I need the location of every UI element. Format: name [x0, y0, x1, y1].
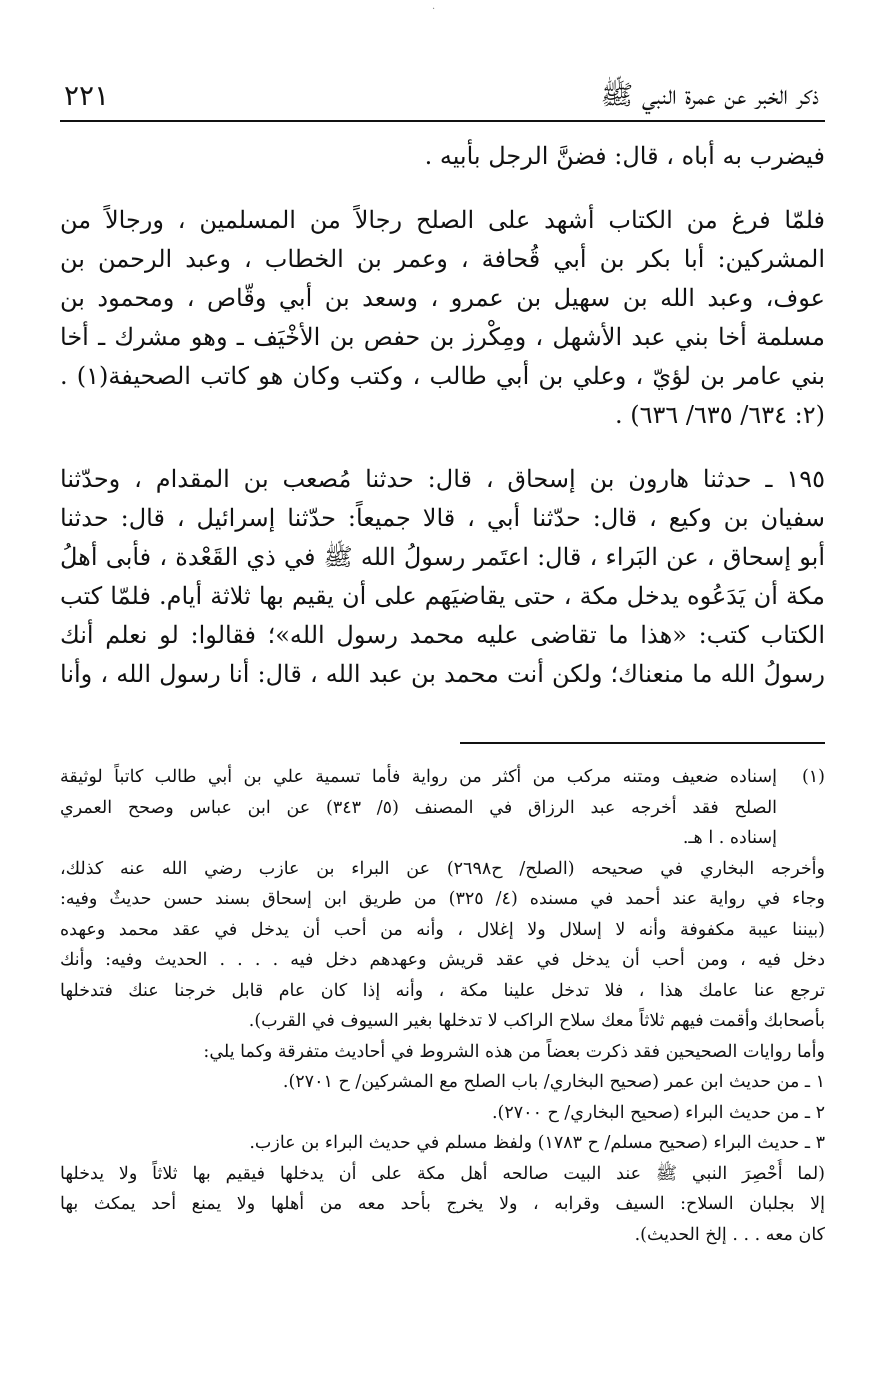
footnote-line: إسناده . ا هـ.: [682, 828, 777, 848]
footnote-line: ١ ـ من حديث ابن عمر (صحيح البخاري/ باب الصلح مع المشركين/ ح ٢٧٠١).: [282, 1072, 825, 1092]
footnote-line: ٢ ـ من حديث البراء (صحيح البخاري/ ح ٢٧٠٠).: [491, 1102, 825, 1123]
text-line: المشركين: أبا بكر بن أبي قُحافة ، وعمر بن الخطاب ، وعبد الرحمن بن: [60, 245, 825, 273]
text-line: رسولُ الله ما منعناك؛ ولكن أنت محمد بن عبد الله ، قال: أنا رسول الله ، وأنا: [60, 660, 825, 688]
running-header: [60, 72, 825, 122]
footnote-marker: (١): [801, 767, 825, 787]
header-title: ذكر الخبر عن عمرة النبي ﷺ: [600, 80, 819, 111]
text-line: الكتاب كتب: «هذا ما تقاضى عليه محمد رسول الله»؛ فقالوا: لو نعلم أنك: [60, 621, 825, 649]
text-line: عوف، وعبد الله بن سهيل بن عمرو ، وسعد بن أبي وقّاص ، ومحمود بن: [60, 284, 825, 312]
text-line: بني عامر بن لؤيّ ، وعلي بن أبي طالب ، وكتب وكان هو كاتب الصحيفة(١) .: [60, 362, 825, 390]
footnotes: [60, 762, 825, 1250]
footnote-line: كان معه . . . إلخ الحديث).: [634, 1224, 825, 1245]
text-line: فيضرب به أباه ، قال: فضنَّ الرجل بأبيه .: [424, 142, 825, 170]
paragraph-2: [60, 201, 825, 435]
footnote-line: (لما أُحْصِرَ النبي ﷺ عند البيت صالحه أهل مكة على أن يدخلها فيقيم بها ثلاثاً ولا يدخلها: [60, 1163, 825, 1184]
footnote-line: ٣ ـ حديث البراء (صحيح مسلم/ ح ١٧٨٣) ولفظ مسلم في حديث البراء بن عازب.: [249, 1133, 825, 1153]
text-line: سفيان بن وكيع ، قال: حدّثنا أبي ، قالا جميعاً: حدّثنا إسرائيل ، قال: حدثنا: [60, 504, 825, 532]
page-number: ٢٢١: [64, 79, 110, 112]
text-line: (٢: ٦٣٤/ ٦٣٥/ ٦٣٦) .: [614, 401, 825, 429]
footnote-line: وأخرجه البخاري في صحيحه (الصلح/ ح٢٦٩٨) عن البراء بن عازب رضي الله عنه كذلك،: [60, 858, 825, 879]
text-line: مسلمة أخا بني عبد الأشهل ، ومِكْرز بن حفص بن الأخْيَف ـ وهو مشرك ـ أخا: [60, 323, 825, 351]
scan-speck: ·: [432, 4, 436, 15]
main-text: [60, 137, 825, 694]
footnote-line: الصلح فقد أخرجه عبد الرزاق في المصنف (٥/ ٣٤٣) عن ابن عباس وصحح العمري: [60, 797, 777, 818]
text-line: أبو إسحاق ، عن البَراء ، قال: اعتَمر رسولُ الله ﷺ في ذي القَعْدة ، فأبى أهلُ: [60, 543, 825, 571]
footnote-line: إسناده ضعيف ومتنه مركب من أكثر من رواية فأما تسمية علي بن أبي طالب كاتباً لوثيقة: [60, 767, 777, 787]
footnote-separator: [460, 742, 825, 744]
footnote-line: وجاء في رواية عند أحمد في مسنده (٤/ ٣٢٥) من طريق ابن إسحاق بسند حسن حديثٌ وفيه:: [60, 889, 825, 909]
text-line: مكة أن يَدَعُوه يدخل مكة ، حتى يقاضيَهم على أن يقيم بها ثلاثة أيام. فلمّا كتب: [60, 582, 825, 610]
footnote-line: إلا بجلبان السلاح: السيف وقرابه ، ولا يخرج بأحد معه من أهلها ولا يمنع أحد يمكث بها: [60, 1194, 825, 1214]
footnote-line: دخل فيه ، ومن أحب أن يدخل في عقد قريش وعهدهم دخل فيه . . . . الحديث وفيه: وأنك: [60, 950, 825, 970]
footnote-line: ترجع عنا عامك هذا ، فلا تدخل علينا مكة ، وأنه إذا كان عام قابل خرجنا عنك فتدخلها: [60, 980, 825, 1001]
footnote-1: [60, 762, 825, 854]
footnote-line: (بيننا عيبة مكفوفة وأنه لا إسلال ولا إغلال ، وأنه من أحب أن يدخل في عقد محمد وعهده: [60, 919, 825, 940]
footnote-indented-block: [60, 762, 777, 854]
footnote-line: وأما روايات الصحيحين فقد ذكرت بعضاً من هذه الشروط في أحاديث متفرقة وكما يلي:: [203, 1041, 825, 1062]
paragraph-1: [60, 137, 825, 176]
text-line: فلمّا فرغ من الكتاب أشهد على الصلح رجالاً من المسلمين ، ورجالاً من: [60, 206, 825, 234]
footnote-line: بأصحابك وأقمت فيهم ثلاثاً معك سلاح الراكب لا تدخلها بغير السيوف في القرب).: [248, 1011, 825, 1031]
footnote-continuation: [60, 854, 825, 1251]
paragraph-3: [60, 460, 825, 694]
text-line: ١٩٥ ـ حدثنا هارون بن إسحاق ، قال: حدثنا مُصعب بن المقدام ، وحدّثنا: [60, 465, 825, 493]
